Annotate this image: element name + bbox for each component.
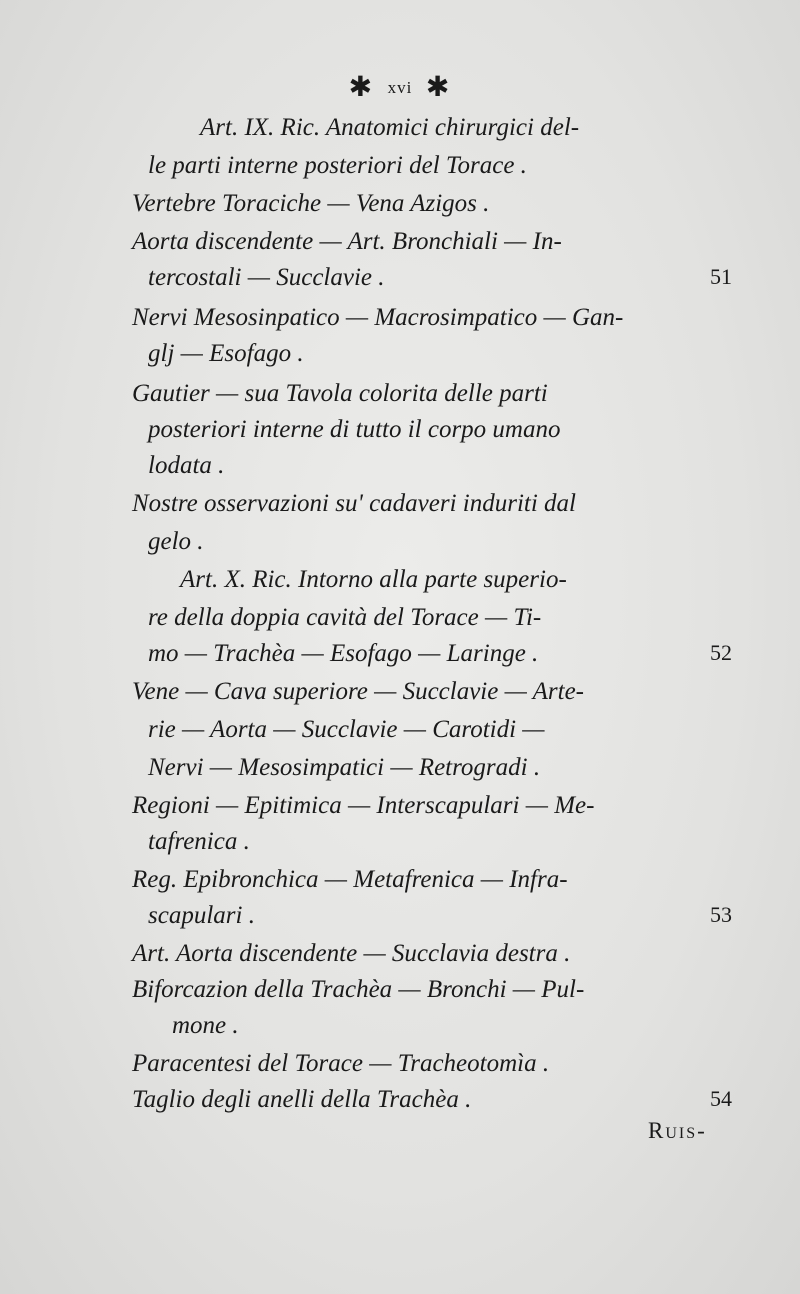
toc-line: [0, 902, 800, 938]
toc-line-text: Art. IX. Ric. Anatomici chirurgici del-: [200, 114, 580, 141]
toc-line-text: lodata .: [148, 452, 225, 479]
toc-line-text: Vertebre Toraciche — Vena Azigos .: [132, 190, 490, 217]
ornament-right-icon: ✱: [425, 72, 452, 103]
toc-line-text: Gautier — sua Tavola colorita delle parti: [132, 380, 548, 407]
toc-line: [0, 640, 800, 676]
toc-line-text: rie — Aorta — Succlavie — Carotidi —: [148, 716, 545, 743]
toc-line-text: glj — Esofago .: [148, 340, 304, 367]
toc-page-number: 52: [710, 640, 732, 665]
toc-line: [0, 976, 800, 1012]
toc-page-number: 51: [710, 264, 732, 289]
toc-line: [0, 792, 800, 828]
toc-line-text: tafrenica .: [148, 828, 250, 855]
toc-line-text: mo — Trachèa — Esofago — Laringe .: [148, 640, 539, 667]
toc-line-text: Nervi — Mesosimpatici — Retrogradi .: [148, 754, 541, 781]
toc-line-text: scapulari .: [148, 902, 255, 929]
toc-line-text: tercostali — Succlavie .: [148, 264, 385, 291]
toc-line: [0, 228, 800, 264]
toc-line: [0, 528, 800, 564]
toc-line: [0, 754, 800, 790]
toc-line-text: Vene — Cava superiore — Succlavie — Arte-: [132, 678, 584, 705]
toc-line-text: re della doppia cavità del Torace — Ti-: [148, 604, 542, 631]
toc-line: [0, 304, 800, 340]
toc-line: [0, 452, 800, 488]
toc-line: [0, 678, 800, 714]
toc-line: [0, 1086, 800, 1122]
toc-line-text: Taglio degli anelli della Trachèa .: [132, 1086, 472, 1113]
catchword: Ruis-: [648, 1118, 707, 1143]
toc-line-text: mone .: [172, 1012, 239, 1039]
toc-line: [0, 716, 800, 752]
toc-line: [0, 604, 800, 640]
toc-line: [0, 566, 800, 602]
toc-line: [0, 1050, 800, 1086]
toc-page-number: 54: [710, 1086, 732, 1111]
toc-page-number: 53: [710, 902, 732, 927]
toc-line-text: Aorta discendente — Art. Bronchiali — In-: [132, 228, 562, 255]
toc-line: [0, 416, 800, 452]
toc-line-text: Reg. Epibronchica — Metafrenica — Infra-: [132, 866, 568, 893]
toc-line-text: Biforcazion della Trachèa — Bronchi — Pul-: [132, 976, 585, 1003]
toc-line-text: le parti interne posteriori del Torace .: [148, 152, 527, 179]
toc-line: [0, 1012, 800, 1048]
toc-line: [0, 340, 800, 376]
toc-line-text: gelo .: [148, 528, 204, 555]
toc-line: [0, 380, 800, 416]
toc-line: [0, 490, 800, 526]
toc-line-text: Regioni — Epitimica — Interscapulari — Me-: [132, 792, 595, 819]
toc-line: [0, 152, 800, 188]
toc-line: [0, 264, 800, 300]
toc-line-text: Art. Aorta discendente — Succlavia destra .: [132, 940, 571, 967]
toc-line-text: Art. X. Ric. Intorno alla parte superio-: [180, 566, 567, 593]
toc-line: [0, 866, 800, 902]
toc-line: [0, 940, 800, 976]
toc-line: [0, 828, 800, 864]
ornament-left-icon: ✱: [348, 72, 375, 103]
toc-line-text: Paracentesi del Torace — Tracheotomìa .: [132, 1050, 550, 1077]
toc-line-text: Nostre osservazioni su' cadaveri induriti dal: [132, 490, 576, 517]
page-numeral: xvi: [387, 78, 413, 97]
page-header: [0, 70, 800, 104]
toc-line-text: Nervi Mesosinpatico — Macrosimpatico — Gan-: [132, 304, 624, 331]
toc-line: [0, 114, 800, 150]
toc-line: [0, 190, 800, 226]
toc-line-text: posteriori interne di tutto il corpo umano: [148, 416, 561, 443]
